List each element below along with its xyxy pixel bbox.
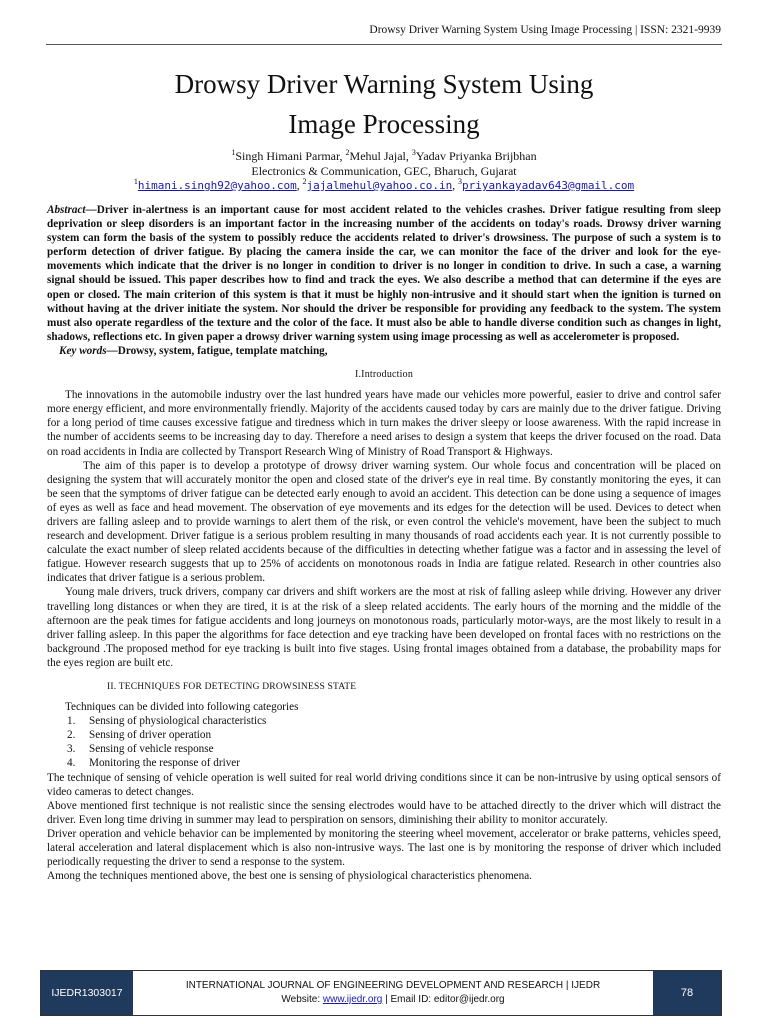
author-1: Singh Himani Parmar, — [235, 149, 346, 163]
paper-title — [0, 64, 768, 144]
header-rule — [46, 44, 722, 45]
intro-paragraph-3: Young male drivers, truck drivers, company car drivers and shift workers are the most at risk of falling asleep while driving. However any driver travelling long distances or when they are tired, it is at the risk of a sleep related accidents. The early hours of the morning and the middle of the afternoon are the peak times for fatigue accidents and long journeys on monotonous roads, particularly motor-ways, are the most likely to result in a driver falling asleep. In this paper the algorithms for face detection and eye tracking have been developed on frontal faces with no restrictions on the background .The proposed method for eye tracking is built into five stages. Using frontal images obtained from a database, the probability maps for the eyes region are built etc. — [47, 586, 721, 669]
email-2-index: 2 — [302, 177, 307, 186]
techniques-paragraph-1: The technique of sensing of vehicle operation is well suited for real world driving conditions since it can be non-intrusive by using optical sensors of video cameras to detect changes. — [47, 771, 721, 798]
techniques-list — [47, 714, 721, 770]
list-text: Monitoring the response of driver — [89, 757, 240, 770]
list-number: 1. — [67, 715, 76, 728]
author-2: Mehul Jajal, — [349, 149, 412, 163]
affiliation: Electronics & Communication, GEC, Bharuch, Gujarat — [251, 164, 517, 178]
title-line-2: Image Processing — [288, 109, 480, 139]
techniques-paragraph-3: Driver operation and vehicle behavior can be implemented by monitoring the steering wheel movement, accelerator or brake patterns, vehicles speed, lateral acceleration and lateral displacement which is also non-intrusive ways. The last one is by monitoring the response of driver which included periodically requesting the driver to send a response to the system. — [47, 827, 721, 869]
techniques-intro: Techniques can be divided into following categories — [65, 701, 299, 714]
keywords-label: Key words — [59, 344, 107, 357]
author-3-index: 3 — [411, 148, 416, 157]
list-item — [47, 756, 721, 770]
abstract-label: Abstract — [47, 204, 86, 216]
email-link-3[interactable]: priyankayadav643@gmail.com — [461, 178, 635, 192]
email-3-index: 3 — [457, 177, 462, 186]
journal-name: INTERNATIONAL JOURNAL OF ENGINEERING DEVELOPMENT AND RESEARCH | IJEDR — [185, 980, 601, 991]
running-head: Drowsy Driver Warning System Using Image Processing | ISSN: 2321-9939 — [369, 24, 721, 36]
website-label: Website: — [281, 994, 323, 1005]
email-link-2[interactable]: jajalmehul@yahoo.co.in — [306, 178, 453, 192]
list-text: Sensing of vehicle response — [89, 743, 214, 756]
list-number: 3. — [67, 743, 76, 756]
email-label: | Email ID: editor@ijedr.org — [382, 994, 505, 1005]
list-number: 2. — [67, 729, 76, 742]
intro-paragraph-1: The innovations in the automobile industry over the last hundred years have made our vehicles more powerful, easier to drive and control safer more energy efficient, and more environmentally friendly. Majority of the accidents caused today by cars are mainly due to the driver fatigue. Driving for a long period of time causes excessive fatigue and tiredness which in turn makes the driver sleepy or loose awareness. With the rapid increase in the number of accidents seems to be increasing day to day. Therefore a need arises to design a system that keeps the driver focused on the road. Data on road accidents in India are collected by Transport Research Wing of Ministry of Road Transport & Highways. — [47, 389, 721, 458]
page-footer — [40, 970, 722, 1016]
intro-paragraph-2: The aim of this paper is to develop a prototype of drowsy driver warning system. Our whole focus and concentration will be placed on designing the system that will accurately monitor the open and closed state of the driver's eye in real time. By constantly monitoring the eyes, it can be seen that the symptoms of driver fatigue can be detected early enough to avoid an accident. This detection can be done using a sequence of images of eyes as well as face and head movement. The observation of eye movements and its edges for the detection will be used. Devices to detect when drivers are falling asleep and to provide warnings to alert them of the risk, or even control the vehicle's movement, have been the subject to much research and development. Driver fatigue is a serious problem resulting in many thousands of road accidents each year. It is not currently possible to calculate the exact number of sleep related accidents because of the difficulties in detecting whether fatigue was a factor and in assessing the level of fatigue. However research suggests that up to 25% of accidents on monotonous roads in India are fatigue related. Research in other countries also indicates that driver fatigue is a serious problem. — [47, 459, 721, 585]
keywords — [59, 344, 721, 358]
author-1-index: 1 — [231, 148, 236, 157]
website-link[interactable]: www.ijedr.org — [322, 994, 383, 1005]
techniques-paragraph-2: Above mentioned first technique is not realistic since the sensing electrodes would have to be attached directly to the driver which will distract the driver. Even long time driving in summer may lead to perspiration on sensors, diminishing their ability to monitor accurately. — [47, 799, 721, 826]
list-item — [47, 742, 721, 756]
email-1-index: 1 — [133, 177, 138, 186]
email-separator: , — [452, 179, 458, 192]
list-text: Sensing of driver operation — [89, 729, 212, 742]
abstract — [47, 203, 721, 344]
email-separator: , — [296, 179, 303, 192]
journal-contact — [133, 993, 653, 1007]
author-3: Yadav Priyanka Brijbhan — [415, 149, 537, 163]
abstract-text: —Driver in-alertness is an important cause for most accident related to the vehicles crashes. Driver fatigue resulting from sleep deprivation or sleep disorders is an important factor in the increasing number of the accidents on today's roads. Drowsy driver warning system can form the basis of the system to possibly reduce the accidents related to driver's drowsiness. The purpose of such a system is to perform detection of driver fatigue. By placing the camera inside the car, we can monitor the face of the driver and look for the eye-movements which indicate that the driver is no longer in condition to driver is no longer in condition to drive. In such a case, a warning signal should be issued. This paper describes how to find and track the eyes. We also describe a method that can determine if the eyes are open or closed. The main criterion of this system is that it must be highly non-intrusive and it should start when the ignition is turned on without having at the driver initiate the system. Nor should the driver be responsible for providing any feedback to the system. The system must also operate regardless of the texture and the color of the face. It must also be able to handle diverse condition such as changes in light, shadows, reflections etc. In given paper a drowsy driver warning system using image processing as well as accelerometer is proposed. — [47, 204, 721, 343]
list-item — [47, 714, 721, 728]
email-link-1[interactable]: himani.singh92@yahoo.com — [137, 178, 297, 192]
techniques-paragraph-4: Among the techniques mentioned above, the best one is sensing of physiological characteristics phenomena. — [47, 870, 532, 883]
page-number: 78 — [653, 971, 721, 1015]
list-item — [47, 728, 721, 742]
list-number: 4. — [67, 757, 76, 770]
list-text: Sensing of physiological characteristics — [89, 715, 267, 728]
keywords-text: —Drowsy, system, fatigue, template matching, — [106, 344, 328, 357]
journal-info — [133, 971, 653, 1015]
section-2-heading: II. TECHNIQUES FOR DETECTING DROWSINESS STATE — [107, 682, 357, 692]
paper-id-box: IJEDR1303017 — [41, 971, 133, 1015]
title-line-1: Drowsy Driver Warning System Using — [174, 69, 594, 99]
paper-body — [47, 203, 721, 883]
email-line — [0, 174, 768, 194]
section-1-heading: I.Introduction — [354, 369, 414, 381]
author-2-index: 2 — [345, 148, 350, 157]
author-names — [0, 145, 768, 164]
